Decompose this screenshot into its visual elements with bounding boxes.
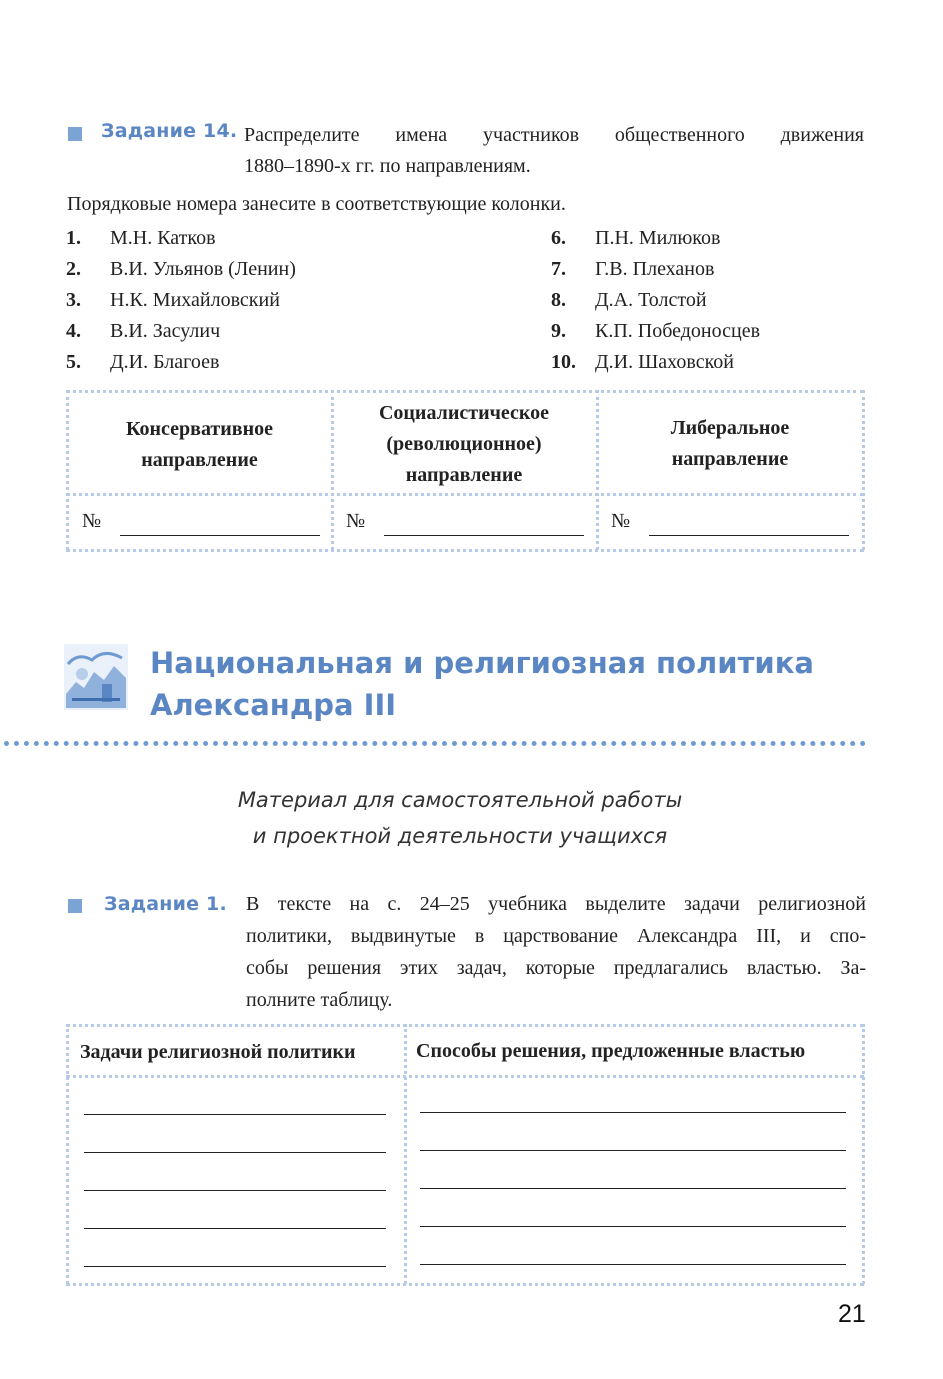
list-number: 5. — [66, 351, 81, 373]
list-name: К.П. Победоносцев — [595, 320, 761, 342]
list-name: В.И. Ульянов (Ленин) — [110, 258, 296, 280]
page-number: 21 — [838, 1300, 866, 1328]
table-border — [66, 1075, 864, 1078]
list-item — [66, 223, 296, 254]
answer-line[interactable] — [84, 1114, 386, 1115]
table-header-methods: Способы решения, предложенные властью — [416, 1040, 806, 1062]
list-name: В.И. Засулич — [110, 320, 221, 342]
list-item — [551, 254, 760, 285]
table-border — [66, 1024, 864, 1027]
section-subtitle-line2: и проектной деятельности учащихся — [252, 824, 668, 848]
task-marker — [68, 899, 82, 913]
table-border — [66, 1024, 69, 1284]
task-marker — [68, 127, 82, 141]
table-border — [404, 1024, 407, 1284]
list-name: Д.И. Благоев — [110, 351, 220, 373]
answer-line[interactable] — [84, 1228, 386, 1229]
answer-line[interactable] — [649, 535, 849, 536]
list-name: Д.И. Шаховской — [595, 351, 734, 373]
number-sign: № — [82, 510, 102, 532]
section-title-line1: Национальная и религиозная политика — [150, 646, 814, 680]
list-name: Н.К. Михайловский — [110, 289, 280, 311]
list-item — [551, 347, 760, 378]
table-border — [66, 390, 69, 550]
list-item — [551, 285, 760, 316]
table-border — [862, 1024, 865, 1284]
table-border — [331, 390, 334, 550]
table-border — [66, 549, 864, 552]
list-item — [551, 223, 760, 254]
list-number: 10. — [551, 351, 576, 373]
task1-text-line: политики, выдвинутые в царствование Александра III, и спо- — [246, 925, 866, 947]
list-number: 7. — [551, 258, 566, 280]
table-border — [66, 1283, 864, 1286]
task1-label: Задание 1. — [104, 893, 227, 915]
table-border — [596, 390, 599, 550]
list-name: М.Н. Катков — [110, 227, 216, 249]
list-name: П.Н. Милюков — [595, 227, 721, 249]
list-item — [66, 316, 296, 347]
answer-line[interactable] — [84, 1190, 386, 1191]
list-name: Г.В. Плеханов — [595, 258, 715, 280]
table-header-socialist: Социалистическое (революционное) направление — [378, 402, 550, 486]
section-image-icon — [64, 644, 128, 710]
section-title-line2: Александра III — [150, 688, 397, 722]
list-item — [66, 347, 296, 378]
answer-line[interactable] — [420, 1226, 846, 1227]
list-item — [66, 254, 296, 285]
table-border — [66, 493, 864, 496]
list-number: 6. — [551, 227, 566, 249]
answer-line[interactable] — [120, 535, 320, 536]
task1-text-line: собы решения этих задач, которые предлагались властью. За- — [246, 957, 866, 979]
answer-line[interactable] — [84, 1266, 386, 1267]
task14-text-line1: Распределите имена участников общественного движения — [244, 124, 864, 146]
list-number: 4. — [66, 320, 81, 342]
answer-line[interactable] — [420, 1264, 846, 1265]
section-divider — [4, 741, 866, 746]
answer-line[interactable] — [384, 535, 584, 536]
list-number: 9. — [551, 320, 566, 342]
number-sign: № — [346, 510, 366, 532]
list-number: 2. — [66, 258, 81, 280]
list-item — [66, 285, 296, 316]
task14-label: Задание 14. — [101, 120, 238, 142]
list-name: Д.А. Толстой — [595, 289, 707, 311]
answer-line[interactable] — [420, 1188, 846, 1189]
table-header-tasks: Задачи религиозной политики — [80, 1041, 356, 1063]
table-header-liberal: Либеральное направление — [670, 417, 790, 470]
task14-text-line2: 1880–1890-х гг. по направлениям. — [244, 155, 531, 177]
number-sign: № — [611, 510, 631, 532]
task1-text-line: В тексте на с. 24–25 учебника выделите задачи религиозной — [246, 893, 866, 915]
task14-instruction: Порядковые номера занесите в соответствующие колонки. — [67, 193, 566, 215]
names-list-left — [66, 223, 296, 378]
table-border — [862, 390, 865, 550]
section-subtitle-line1: Материал для самостоятельной работы — [237, 788, 683, 812]
table-border — [66, 390, 864, 393]
task1-text-line: полните таблицу. — [246, 989, 393, 1011]
list-number: 3. — [66, 289, 81, 311]
list-number: 1. — [66, 227, 81, 249]
list-number: 8. — [551, 289, 566, 311]
answer-line[interactable] — [420, 1150, 846, 1151]
answer-line[interactable] — [84, 1152, 386, 1153]
list-item — [551, 316, 760, 347]
answer-line[interactable] — [420, 1112, 846, 1113]
table-header-conservative: Консервативное направление — [126, 418, 273, 471]
names-list-right — [551, 223, 760, 378]
